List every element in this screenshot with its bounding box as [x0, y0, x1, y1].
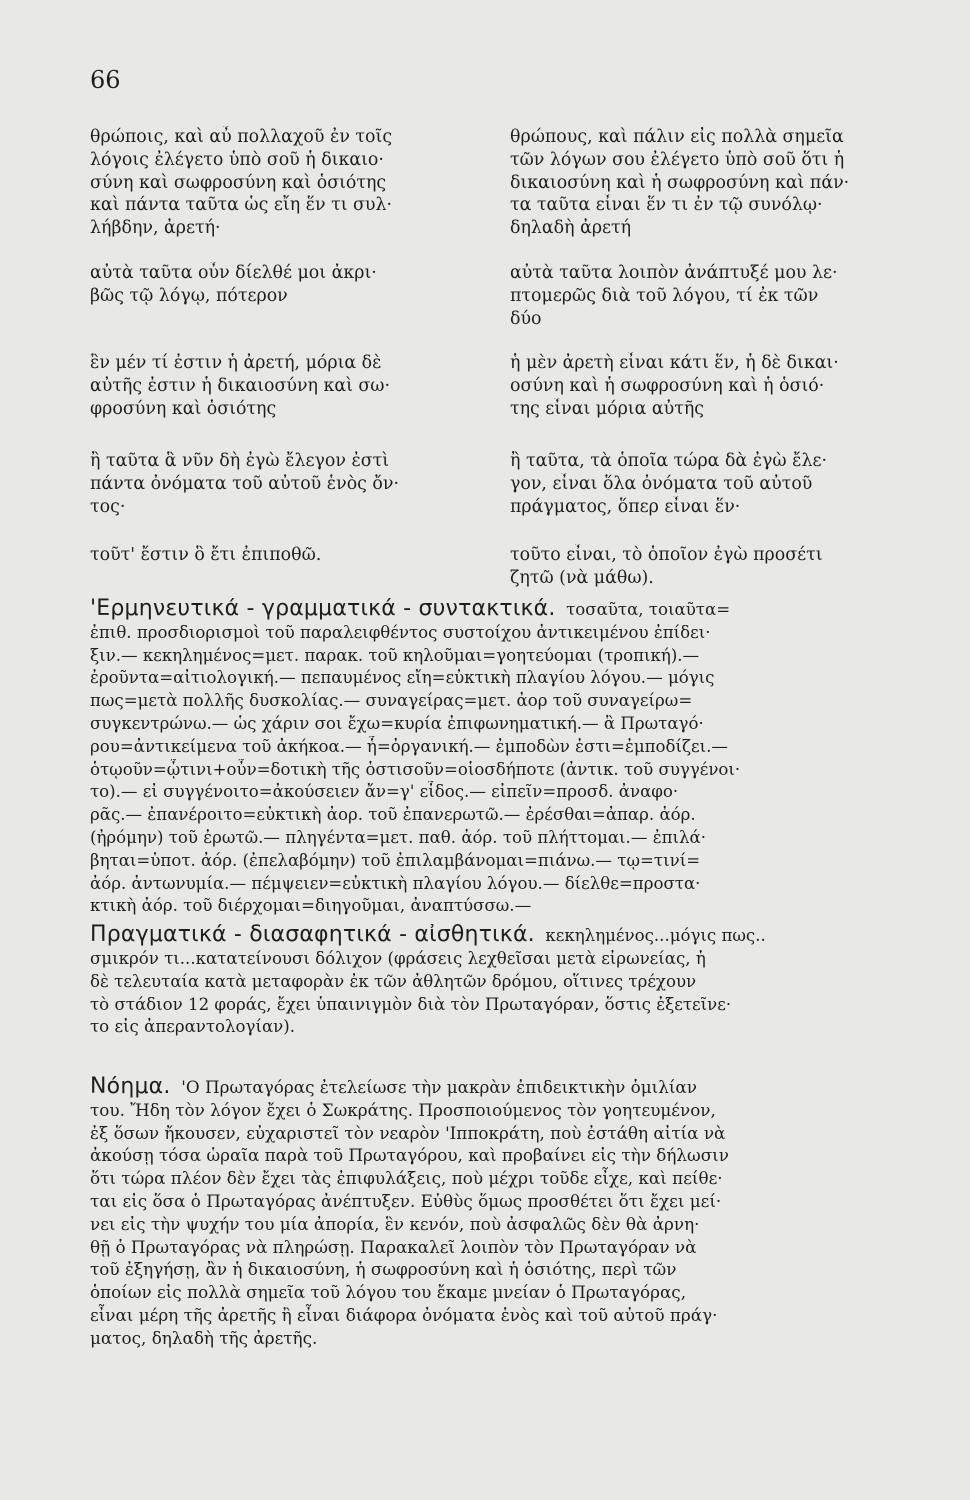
text-line: τὸ στάδιον 12 φοράς, ἔχει ὑπαινιγμὸν διὰ τὸν Πρωταγόραν, ὅστις ἐξετεῖνε·: [90, 994, 732, 1014]
translation-column: [510, 450, 890, 544]
text-line: καὶ πάντα ταῦτα ὡς εἴη ἕν τι συλ·: [90, 195, 393, 216]
text-line: ἐπιθ. προσδιορισμοὶ τοῦ παραλειφθέντος συστοίχου ἀντικειμένου ἐπίδει·: [90, 622, 711, 642]
ancient-greek-column: [90, 352, 470, 450]
ancient-greek-column: [90, 544, 470, 590]
text-pair: [90, 544, 890, 590]
text-line: τῶν λόγων σου ἐλέγετο ὑπὸ σοῦ ὅτι ἡ: [510, 149, 845, 170]
text-line: φροσύνη καὶ ὁσιότης: [90, 398, 277, 419]
text-line: πάντα ὀνόματα τοῦ αὐτοῦ ἑνὸς ὄν·: [90, 473, 399, 494]
text-line: αὐτὰ ταῦτα λοιπὸν ἀνάπτυξέ μου λε·: [510, 263, 838, 283]
text-line: βῶς τῷ λόγῳ, πότερον: [90, 285, 288, 306]
ancient-greek-column: [90, 450, 470, 544]
parallel-text: [90, 126, 890, 590]
section-heading: Νόημα.: [90, 1076, 171, 1099]
text-line: ἓν μέν τί ἐστιν ἡ ἀρετή, μόρια δὲ: [90, 353, 382, 373]
text-line: ματος, δηλαδὴ τῆς ἀρετῆς.: [90, 1327, 318, 1348]
text-line: τος·: [90, 496, 126, 517]
text-line: συγκεντρώνω.— ὡς χάριν σοι ἔχω=κυρία ἐπιφωνηματική.— ἃ Πρωταγό·: [90, 713, 704, 733]
page-number: 66: [90, 66, 121, 94]
text-line: 'Ο Πρωταγόρας ἐτελείωσε τὴν μακρὰν ἐπιδεικτικὴν ὁμιλίαν: [181, 1077, 697, 1097]
text-line: κτικὴ ἀόρ. τοῦ διέρχομαι=διηγοῦμαι, ἀναπτύσσω.—: [90, 896, 532, 916]
text-line: δηλαδὴ ἀρετή: [510, 218, 632, 239]
text-line: πτομερῶς διὰ τοῦ λόγου, τί ἐκ τῶν: [510, 285, 819, 306]
text-line: ται εἰς ὅσα ὁ Πρωταγόρας ἀνέπτυξεν. Εὐθὺς ὅμως προσθέτει ὅτι ἔχει μεί·: [90, 1190, 722, 1211]
text-line: τοῦτ' ἔστιν ὃ ἔτι ἐπιποθῶ.: [90, 545, 322, 565]
text-line: ὁτῳοῦν=ᾧτινι+οὖν=δοτικὴ τῆς ὁστισοῦν=οἱοσδήποτε (ἀντικ. τοῦ συγγένοι·: [90, 759, 741, 779]
text-line: γον, εἶναι ὅλα ὀνόματα τοῦ αὐτοῦ: [510, 473, 813, 494]
text-line: ἐξ ὅσων ἤκουσεν, εὐχαριστεῖ τὸν νεαρὸν 'Ιπποκράτη, ποὺ ἐστάθη αἰτία νὰ: [90, 1122, 726, 1143]
section-heading: Πραγματικά - διασαφητικά - αἰσθητικά.: [90, 924, 535, 948]
text-line: ἐροῦντα=αἰτιολογική.— πεπαυμένος εἴη=εὐκτικὴ πλαγίου λόγου.— μόγις: [90, 668, 715, 688]
text-line: οσύνη καὶ ἡ σωφροσύνη καὶ ἡ ὁσιό·: [510, 375, 825, 396]
text-line: ρᾶς.— ἐπανέροιτο=εὐκτικὴ ἀορ. τοῦ ἐπανερωτῶ.— ἐρέσθαι=ἀπαρ. ἀόρ.: [90, 805, 696, 825]
text-line: ἀκούσῃ τόσα ὡραῖα παρὰ τοῦ Πρωταγόρου, καὶ προβαίνει εἰς τὴν δήλωσιν: [90, 1145, 729, 1166]
ancient-greek-column: [90, 126, 470, 262]
translation-column: [510, 544, 890, 590]
text-line: κεκηλημένος...μόγις πως..: [545, 926, 766, 946]
text-line: σμικρόν τι...κατατείνουσι δόλιχον (φράσεις λεχθεῖσαι μετὰ εἰρωνείας, ἡ: [90, 948, 706, 968]
text-pair: [90, 450, 890, 544]
text-line: το εἰς ἀπεραντολογίαν).: [90, 1017, 296, 1037]
text-line: ὁποίων εἰς πολλὰ σημεῖα τοῦ λόγου του ἔκαμε μνείαν ὁ Πρωταγόρας,: [90, 1282, 687, 1303]
translation-column: [510, 352, 890, 450]
ancient-greek-column: [90, 262, 470, 352]
text-pair: [90, 126, 890, 262]
text-line: θρώποις, καὶ αὖ πολλαχοῦ ἐν τοῖς: [90, 127, 393, 147]
text-line: αὐτὰ ταῦτα οὖν δίελθέ μοι ἀκρι·: [90, 263, 377, 283]
text-line: πράγματος, ὅπερ εἶναι ἕν·: [510, 496, 741, 517]
text-line: λήβδην, ἀρετή·: [90, 218, 221, 239]
text-line: του. Ἤδη τὸν λόγον ἔχει ὁ Σωκράτης. Προσποιούμενος τὸν γοητευμένον,: [90, 1099, 716, 1120]
text-line: αὐτῆς ἐστιν ἡ δικαιοσύνη καὶ σω·: [90, 375, 391, 396]
section-heading: 'Ερμηνευτικά - γραμματικά - συντακτικά.: [90, 598, 556, 621]
text-line: ζητῶ (νὰ μάθω).: [510, 567, 654, 588]
text-line: ἢ ταῦτα, τὰ ὁποῖα τώρα δὰ ἐγὼ ἔλε·: [510, 451, 828, 471]
text-line: εἶναι μέρη τῆς ἀρετῆς ἢ εἶναι διάφορα ὀνόματα ἑνὸς καὶ τοῦ αὐτοῦ πράγ·: [90, 1304, 718, 1325]
text-line: (ἠρόμην) τοῦ ἐρωτῶ.— πληγέντα=μετ. παθ. ἀόρ. τοῦ πλήττομαι.— ἐπιλά·: [90, 827, 707, 847]
text-line: ξιν.— κεκηλημένος=μετ. παρακ. τοῦ κηλοῦμαι=γοητεύομαι (τροπική).—: [90, 645, 700, 665]
text-line: ἢ ταῦτα ἃ νῦν δὴ ἐγὼ ἔλεγον ἐστὶ: [90, 451, 390, 471]
text-line: τοσαῦτα, τοιαῦτα=: [566, 600, 731, 619]
text-line: της εἶναι μόρια αὐτῆς: [510, 398, 704, 419]
pragmatic-first-line: [90, 924, 890, 948]
noema-first-line: [90, 1076, 890, 1099]
text-line: δὲ τελευταία κατὰ μεταφορὰν ἐκ τῶν ἀθλητῶν δρόμου, οἵτινες τρέχουν: [90, 971, 697, 991]
text-line: νει εἰς τὴν ψυχήν του μία ἀπορία, ἓν κενόν, ποὺ ἀσφαλῶς δὲν θὰ ἀρνη·: [90, 1213, 700, 1234]
text-line: πως=μετὰ πολλῆς δυσκολίας.— συναγείρας=μετ. ἀορ τοῦ συναγείρω=: [90, 691, 693, 711]
translation-column: [510, 262, 890, 352]
text-line: σύνη καὶ σωφροσύνη καὶ ὁσιότης: [90, 172, 387, 193]
grammar-first-line: [90, 598, 890, 622]
text-line: λόγοις ἐλέγετο ὑπὸ σοῦ ἡ δικαιο·: [90, 149, 384, 170]
text-line: τα ταῦτα εἶναι ἕν τι ἐν τῷ συνόλῳ·: [510, 195, 823, 216]
text-line: ἀόρ. ἀντωνυμία.— πέμψειεν=εὐκτικὴ πλαγίου λόγου.— δίελθε=προστα·: [90, 873, 701, 893]
meaning-section: [90, 1076, 890, 1350]
text-line: βηται=ὑποτ. ἀόρ. (ἐπελαβόμην) τοῦ ἐπιλαμβάνομαι=πιάνω.— τῳ=τινί=: [90, 850, 701, 870]
text-pair: [90, 352, 890, 450]
text-line: τοῦ ἐξηγήσῃ, ἂν ἡ δικαιοσύνη, ἡ σωφροσύνη καὶ ἡ ὁσιότης, περὶ τῶν: [90, 1259, 677, 1280]
text-line: ρου=ἀντικείμενα τοῦ ἀκήκοα.— ἧ=ὀργανική.— ἐμποδὼν ἐστι=ἐμποδίζει.—: [90, 736, 729, 756]
grammar-notes: [90, 598, 890, 1039]
text-pair: [90, 262, 890, 352]
text-line: θῇ ὁ Πρωταγόρας νὰ πληρώσῃ. Παρακαλεῖ λοιπὸν τὸν Πρωταγόραν νὰ: [90, 1236, 697, 1257]
translation-column: [510, 126, 890, 262]
text-line: το).— εἰ συγγένοιτο=ἀκούσειεν ἄν=γ' εἶδος.— εἰπεῖν=προσδ. ἀναφο·: [90, 782, 679, 802]
text-line: ἡ μὲν ἀρετὴ εἶναι κάτι ἕν, ἡ δὲ δικαι·: [510, 353, 839, 373]
text-line: τοῦτο εἶναι, τὸ ὁποῖον ἐγὼ προσέτι: [510, 545, 823, 565]
text-line: δύο: [510, 308, 542, 329]
text-line: ὅτι τώρα πλέον δὲν ἔχει τὰς ἐπιφυλάξεις, ποὺ μέχρι τοῦδε εἶχε, καὶ πείθε·: [90, 1168, 723, 1189]
text-line: θρώπους, καὶ πάλιν εἰς πολλὰ σημεῖα: [510, 127, 844, 147]
text-line: δικαιοσύνη καὶ ἡ σωφροσύνη καὶ πάν·: [510, 172, 850, 193]
